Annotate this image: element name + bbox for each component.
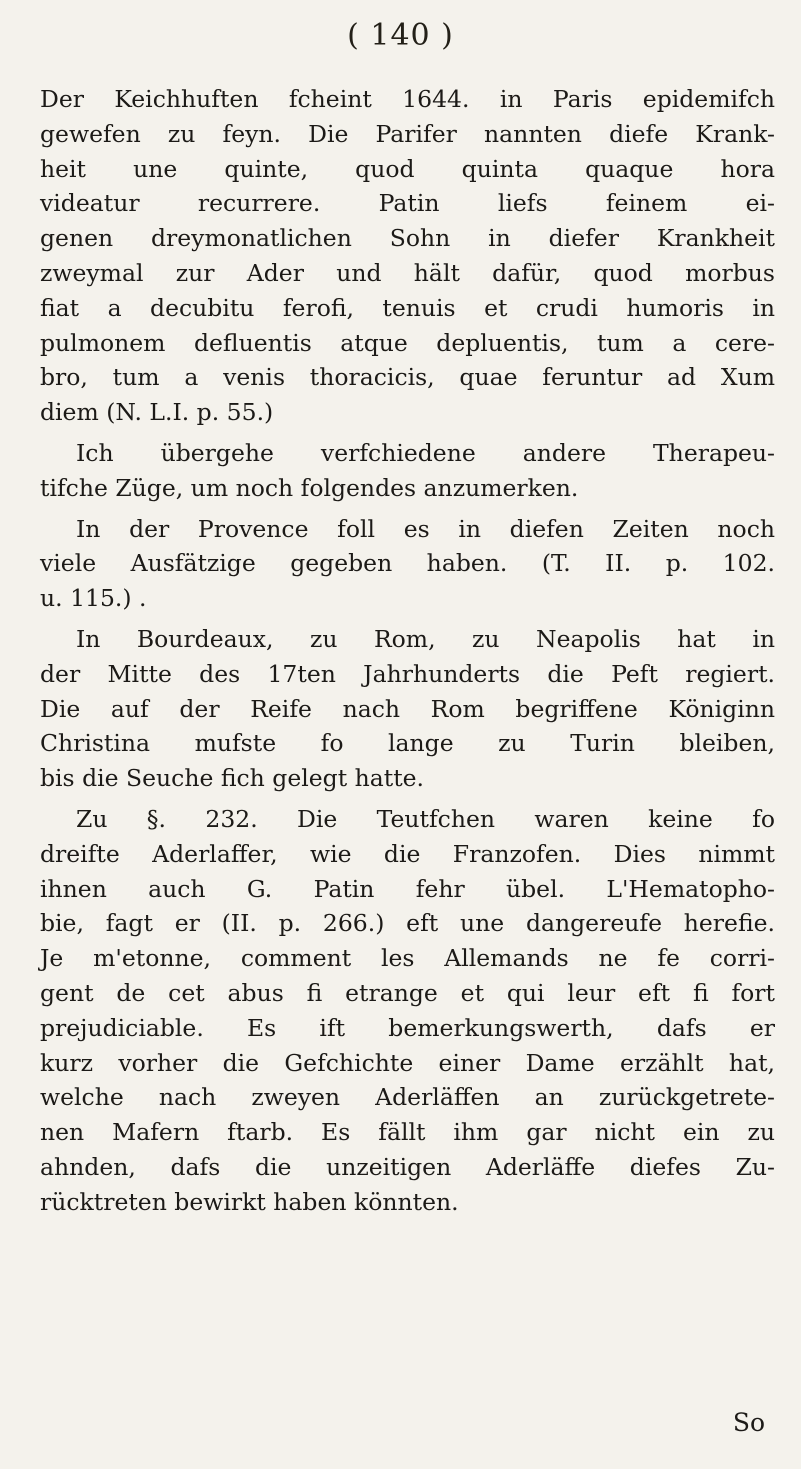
text-line: In der Provence foll es in diefen Zeiten noch: [76, 514, 775, 543]
text-line: Zu §. 232. Die Teutfchen waren keine fo: [76, 804, 775, 833]
text-line: videatur recurrere. Patin liefs feinem ei-: [40, 189, 775, 218]
page-number: ( 140 ): [347, 18, 454, 53]
text-line: bis die Seuche fich gelegt hatte.: [40, 764, 425, 793]
text-line: u. 115.) .: [40, 584, 147, 613]
text-line: bie, fagt er (II. p. 266.) eft une dangereufe herefie.: [40, 909, 775, 938]
text-line: diem (N. L.I. p. 55.): [40, 398, 274, 427]
text-line: Christina mufste fo lange zu Turin bleiben,: [40, 729, 775, 758]
text-line: nen Mafern ftarb. Es fällt ihm gar nicht ein zu: [40, 1118, 775, 1147]
text-line: zweymal zur Ader und hält dafür, quod morbus: [40, 258, 775, 287]
text-line: welche nach zweyen Aderläffen an zurückgetrete-: [40, 1083, 775, 1112]
text-line: dreifte Aderlaffer, wie die Franzofen. Dies nimmt: [40, 839, 775, 868]
text-line: In Bourdeaux, zu Rom, zu Neapolis hat in: [76, 624, 775, 653]
text-line: prejudiciable. Es ift bemerkungswerth, dafs er: [40, 1013, 775, 1042]
text-line: ihnen auch G. Patin fehr übel. L'Hematopho-: [40, 874, 775, 903]
text-line: ahnden, dafs die unzeitigen Aderläffe diefes Zu-: [40, 1152, 775, 1181]
text-line: gewefen zu feyn. Die Parifer nannten diefe Krank-: [40, 119, 775, 148]
text-line: rücktreten bewirkt haben könnten.: [40, 1187, 459, 1216]
text-line: Ich übergehe verfchiedene andere Therapeu-: [76, 438, 775, 467]
text-line: Je m'etonne, comment les Allemands ne fe corri-: [40, 944, 775, 973]
text-line: der Mitte des 17ten Jahrhunderts die Peft regiert.: [40, 659, 775, 688]
text-line: pulmonem defluentis atque depluentis, tum a cere-: [40, 328, 775, 357]
text-line: Der Keichhuften fcheint 1644. in Paris epidemifch: [40, 85, 775, 113]
text-line: genen dreymonatlichen Sohn in diefer Krankheit: [40, 224, 775, 253]
text-line: gent de cet abus fi etrange et qui leur eft fi fort: [40, 978, 775, 1007]
text-line: Die auf der Reife nach Rom begriffene Königinn: [40, 694, 775, 723]
text-line: kurz vorher die Gefchichte einer Dame erzählt hat,: [40, 1048, 775, 1077]
catchword: So: [732, 1408, 765, 1437]
text-line: bro, tum a venis thoracicis, quae feruntur ad Xum: [40, 363, 775, 392]
text-line: heit une quinte, quod quinta quaque hora: [40, 154, 775, 183]
text-line: fiat a decubitu ferofi, tenuis et crudi humoris in: [40, 293, 775, 322]
text-line: tifche Züge, um noch folgendes anzumerken.: [40, 473, 579, 502]
text-line: viele Ausfätzige gegeben haben. (T. II. p. 102.: [40, 549, 775, 578]
body-text: [40, 82, 775, 1220]
